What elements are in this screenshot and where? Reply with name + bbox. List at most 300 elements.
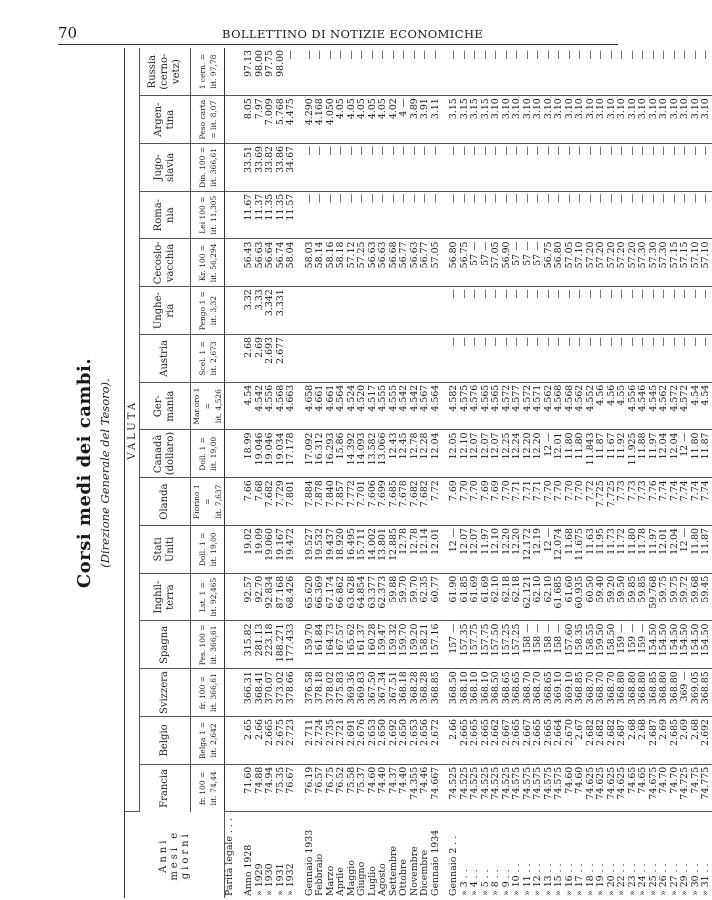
rate-cell: — [523,335,534,383]
rate-cell: 4.577 [512,382,523,430]
rate-cell: 2.692 [389,717,400,765]
rate-cell [431,335,442,383]
rate-cell: 59.72 [680,573,691,621]
rate-cell [315,287,326,335]
row-label: Anno 1928 [243,844,254,896]
rate-cell: — [389,48,400,96]
column-unit: Peso carta = lit. 8,07 [191,96,225,144]
rate-cell: 3.15 [470,96,481,144]
rate-cell: 7.68 [255,478,266,526]
rate-cell: 74.625 [586,764,597,812]
rate-cell: 369.05 [691,669,702,717]
rate-cell: — [305,48,316,96]
rate-cell: 369 — [680,669,691,717]
rate-cell: — [691,335,702,383]
rate-cell: — [575,191,586,239]
rate-cell: 57.30 [649,239,660,287]
rate-cell: 159.70 [399,621,410,669]
rate-cell: — [512,287,523,335]
column-header: Russia (cerno- vetz) [140,48,191,96]
row-label: » 16 . . [563,863,575,896]
rate-cell: — [659,335,670,383]
rate-cell: 57.05 [565,239,576,287]
rate-cell: 7.73 [628,478,639,526]
rate-cell: 14.002 [368,526,379,574]
rate-cell [389,335,400,383]
rate-cell: 59.768 [649,573,660,621]
row-label: » 13 . . [542,863,554,896]
rate-cell: — [701,287,712,335]
column-header: Roma- nia [140,191,191,239]
rate-cell [286,335,297,383]
row-label: » 9 . . [500,869,512,896]
rate-cell: 11.80 [628,526,639,574]
table-row [575,48,586,898]
rate-cell: 57 — [481,239,492,287]
rate-cell: 74.94 [265,764,276,812]
rate-cell: 4 — [399,96,410,144]
rate-cell: 160.28 [368,621,379,669]
rate-cell: — [649,48,660,96]
rate-cell: 161.37 [357,621,368,669]
rate-cell: 64.854 [357,573,368,621]
column-header: Austria [140,335,191,383]
table-row [512,48,523,898]
row-label: » 10 . . [511,863,522,896]
row-label: » 31 . . [700,863,711,896]
rate-cell: — [502,287,513,335]
rate-cell: 4.546 [638,382,649,430]
rate-cell [368,335,379,383]
column-unit: Din. 100 = lit. 366,61 [191,144,225,192]
rate-cell: 57.20 [617,239,628,287]
rate-cell: 368.65 [512,669,523,717]
rate-cell: 74.575 [544,764,555,812]
column-header: Stati Uniti [140,526,191,574]
rate-cell: — [470,191,481,239]
parity-cell [225,478,237,526]
rate-cell: — [565,191,576,239]
rate-cell: — [607,191,618,239]
rate-cell: — [565,335,576,383]
rate-cell: 4.571 [533,382,544,430]
rate-cell: 12.04 [670,526,681,574]
row-label: » 18 . . [584,863,596,896]
rate-cell: 74.37 [389,764,400,812]
rate-cell: 7.699 [378,478,389,526]
rate-cell [347,335,358,383]
rate-cell: 57 — [533,239,544,287]
rate-cell: 4.520 [357,382,368,430]
rate-cell: — [399,191,410,239]
rate-cell: 368.28 [410,669,421,717]
rate-cell: 2.667 [502,717,513,765]
rate-cell: 74.75 [691,764,702,812]
rate-cell: 3.10 [628,96,639,144]
rate-cell: 57.12 [347,239,358,287]
rate-cell: — [326,191,337,239]
rate-cell: 74.625 [617,764,628,812]
rate-cell: 154.50 [680,621,691,669]
rate-cell: — [491,144,502,192]
rate-cell: 7.97 [255,96,266,144]
rate-cell: 2.691 [347,717,358,765]
row-label: » 20 . . [605,863,617,896]
rate-cell: 4.05 [378,96,389,144]
rate-cell: 11.843 [586,430,597,478]
rate-cell: 368.80 [670,669,681,717]
rate-cell: 2.692 [701,717,712,765]
rate-cell: 19.527 [305,526,316,574]
rate-cell: 12.20 [502,526,513,574]
rate-cell: 62.18 [502,573,513,621]
rate-cell: 74.525 [449,764,460,812]
rate-cell: 17.092 [305,430,316,478]
rate-cell: 2.67 [575,717,586,765]
rate-cell: 74.575 [512,764,523,812]
rate-cell: — [659,191,670,239]
table-row [533,48,544,898]
rate-cell [286,287,297,335]
rate-cell: 4.545 [649,382,660,430]
rate-cell: — [628,48,639,96]
rate-cell: 375.83 [336,669,347,717]
parity-cell [225,48,237,96]
rate-cell: 74.575 [533,764,544,812]
rate-cell: 2.685 [670,717,681,765]
rate-cell [357,287,368,335]
rate-cell: 7.66 [244,478,255,526]
rate-cell: 34.67 [286,144,297,192]
parity-cell [225,764,237,812]
rate-cell: 368.70 [533,669,544,717]
rate-cell: — [554,144,565,192]
rate-cell: — [399,144,410,192]
rate-cell: 19.046 [265,430,276,478]
rate-cell: 3.342 [265,287,276,335]
rate-cell: 2.665 [265,717,276,765]
rate-cell: 3.15 [449,96,460,144]
row-label: Dicembre [419,849,430,896]
table-row [449,48,460,898]
rate-cell: 373.02 [276,669,287,717]
rate-cell: 15.711 [357,526,368,574]
rate-cell: 7.606 [368,478,379,526]
rate-cell: 74.625 [607,764,618,812]
rate-cell: 2.650 [378,717,389,765]
rate-cell: 3.10 [659,96,670,144]
rate-cell: — [481,144,492,192]
rate-cell: 11.88 [638,430,649,478]
table-row [357,48,368,898]
rate-cell: 57.15 [680,239,691,287]
rate-cell: 7.685 [389,478,400,526]
rate-cell: 74.60 [368,764,379,812]
page-number: 70 [58,24,78,42]
rate-cell: — [378,48,389,96]
rate-cell: — [544,144,555,192]
rate-cell: — [481,191,492,239]
rate-cell: 12.074 [554,526,565,574]
rate-cell: — [586,48,597,96]
table-row [680,48,691,898]
rate-cell: — [470,48,481,96]
rate-cell: 62.10 [491,573,502,621]
rate-cell: 4.290 [305,96,316,144]
column-header: Belgio [140,717,191,765]
rate-cell: 2.66 [449,717,460,765]
rate-cell: 74.725 [680,764,691,812]
rate-cell: — [649,287,660,335]
rate-cell: 59.88 [389,573,400,621]
table-row [701,48,712,898]
rate-cell: — [575,335,586,383]
column-header: Unghe- ria [140,287,191,335]
rate-cell: — [449,287,460,335]
row-label: Febbraio [314,853,325,896]
rate-cell: 11.37 [255,191,266,239]
rate-cell: 57.05 [431,239,442,287]
rate-cell: 61.85 [460,573,471,621]
rate-cell: — [502,335,513,383]
rate-cell: 60.935 [575,573,586,621]
rate-cell: 158 — [523,621,534,669]
rate-cell: 57.10 [691,239,702,287]
rate-cell: 74.65 [638,764,649,812]
rate-cell: 57.30 [659,239,670,287]
rate-cell [305,287,316,335]
rate-cell: 62.35 [420,573,431,621]
rate-cell: 370.07 [265,669,276,717]
rate-cell: — [523,191,534,239]
table-heading [60,48,124,898]
row-label: » 1931 [274,863,286,896]
rate-cell: 3.10 [502,96,513,144]
rate-cell: — [638,144,649,192]
rate-cell: 7.801 [286,478,297,526]
table-row [554,48,565,898]
rate-cell: — [523,144,534,192]
rate-cell: 12.01 [554,430,565,478]
rate-cell: 13.582 [368,430,379,478]
rate-cell: — [638,48,649,96]
rate-cell: 3.32 [244,287,255,335]
rate-cell: — [368,144,379,192]
rate-cell: 59.70 [399,573,410,621]
rate-cell: 368.65 [544,669,555,717]
rate-cell: — [680,287,691,335]
rate-cell: 11.97 [481,526,492,574]
rate-cell: 97.75 [265,48,276,96]
rate-cell: — [502,144,513,192]
column-unit: Lei 100 = lit. 11,305 [191,191,225,239]
rate-cell: 5.768 [276,96,287,144]
rate-cell: 66.369 [315,573,326,621]
rate-cell: 159.20 [410,621,421,669]
rate-cell: 3.10 [586,96,597,144]
rate-cell [420,335,431,383]
rate-cell: 3.10 [649,96,660,144]
parity-cell [225,717,237,765]
rate-cell: — [680,144,691,192]
parity-cell [225,191,237,239]
column-unit: Pes. 100 = lit. 366,61 [191,621,225,669]
rate-cell: 56.80 [554,239,565,287]
rate-cell: 159 — [628,621,639,669]
rate-cell: 74.60 [575,764,586,812]
rate-cell: 56.64 [265,239,276,287]
row-label: » 22 . . [616,863,627,896]
rate-cell: 2.682 [596,717,607,765]
rate-cell: 56.63 [255,239,266,287]
rate-cell: — [420,144,431,192]
rate-cell: 76.57 [315,764,326,812]
rate-cell: 12.78 [399,526,410,574]
column-header: Canadà (dollaro) [140,430,191,478]
rate-cell: 2.68 [638,717,649,765]
row-label: » 27 . . [668,863,680,896]
rate-cell: 74.65 [628,764,639,812]
rate-cell: 12.78 [410,526,421,574]
rate-cell: — [512,48,523,96]
rate-cell: 11.87 [701,526,712,574]
rate-cell: 33.51 [244,144,255,192]
rate-cell: 57.20 [628,239,639,287]
rate-cell: 12.20 [512,526,523,574]
rate-cell: 2.675 [276,717,287,765]
rate-cell: 13.801 [378,526,389,574]
rate-cell: 76.19 [305,764,316,812]
rate-cell: 3.331 [276,287,287,335]
rate-cell: 56.77 [420,239,431,287]
rate-cell: 74.667 [431,764,442,812]
column-unit: fr. 100 = lit. 366,61 [191,669,225,717]
rate-cell: 4.542 [399,382,410,430]
rate-cell: 4.568 [565,382,576,430]
rate-cell: — [691,287,702,335]
rate-cell: 11.68 [565,526,576,574]
row-label: » 23 . . [626,863,638,896]
rate-cell: 154.50 [691,621,702,669]
rate-cell: 161.84 [315,621,326,669]
rate-cell: 4.542 [410,382,421,430]
rate-cell: 7.682 [410,478,421,526]
rate-cell: 2.687 [617,717,628,765]
rate-cell [326,287,337,335]
rate-cell: 19.472 [286,526,297,574]
rate-cell: — [449,191,460,239]
rate-cell: 4.661 [315,382,326,430]
rate-cell: 61.69 [481,573,492,621]
rate-cell: 159 — [617,621,628,669]
rate-cell: 92.70 [255,573,266,621]
parity-cell [225,526,237,574]
rate-cell: 367.50 [368,669,379,717]
rate-cell: 19.09 [255,526,266,574]
rate-cell: 3.10 [691,96,702,144]
rate-cell: 154.50 [659,621,670,669]
rate-cell [305,335,316,383]
parity-cell [225,335,237,383]
parity-cell [225,669,237,717]
table-row [336,48,347,898]
rate-cell: 4.55 [617,382,628,430]
rate-cell: 7.74 [691,478,702,526]
table-row [244,48,255,898]
rate-cell: — [431,191,442,239]
rate-cell: 2.69 [680,717,691,765]
table-body [225,48,712,898]
row-label: Ottobre [398,859,409,896]
rate-cell: 97.13 [244,48,255,96]
row-label: » 1930 [264,863,275,896]
rate-cell: — [305,144,316,192]
rate-cell: 56.80 [449,239,460,287]
rate-cell: — [389,144,400,192]
rate-cell: — [544,287,555,335]
rate-cell: 4.663 [286,382,297,430]
rate-cell: — [357,191,368,239]
rate-cell: 74.525 [470,764,481,812]
rate-cell: 59.75 [670,573,681,621]
rate-cell: — [659,48,670,96]
rate-cell: 368.80 [628,669,639,717]
rate-cell: — [575,48,586,96]
rate-cell: — [575,287,586,335]
rate-cell: 4.568 [276,382,287,430]
rate-cell: 74.575 [523,764,534,812]
rate-cell: 13.066 [378,430,389,478]
rate-cell: 57 — [512,239,523,287]
rate-cell: 7.884 [305,478,316,526]
rate-cell: 12.25 [502,430,513,478]
rate-cell: 12.01 [431,526,442,574]
rate-cell: 11.97 [649,430,660,478]
rate-cell: 154.50 [649,621,660,669]
rate-cell: 4.572 [670,382,681,430]
rate-cell: 2.69 [659,717,670,765]
rate-cell: 98.00 [255,48,266,96]
rate-cell: 11.78 [638,526,649,574]
row-label: » 8 . . [490,869,501,896]
rate-cell: — [347,144,358,192]
rate-cell: 19.02 [244,526,255,574]
rate-cell: 4.02 [389,96,400,144]
column-header: Argen- tina [140,96,191,144]
rate-cell: — [533,48,544,96]
rate-cell [336,287,347,335]
rate-cell: 164.73 [326,621,337,669]
column-header: Svizzera [140,669,191,717]
rate-cell: 2.667 [523,717,534,765]
parity-cell [225,430,237,478]
rate-cell: 3.10 [533,96,544,144]
rate-cell: 12.07 [470,526,481,574]
rate-cell: — [315,48,326,96]
rate-cell: — [544,335,555,383]
rate-cell: 368.85 [649,669,660,717]
table-row [638,48,649,898]
rate-cell: — [596,287,607,335]
rate-cell: 159 — [638,621,649,669]
rate-cell: — [554,191,565,239]
rate-cell: 19.437 [326,526,337,574]
rate-cell: — [523,48,534,96]
column-header: Olanda [140,478,191,526]
column-unit: Doll. 1 = lit. 19,00 [191,430,225,478]
rate-cell: 74.40 [378,764,389,812]
rate-cell: 11.675 [575,526,586,574]
